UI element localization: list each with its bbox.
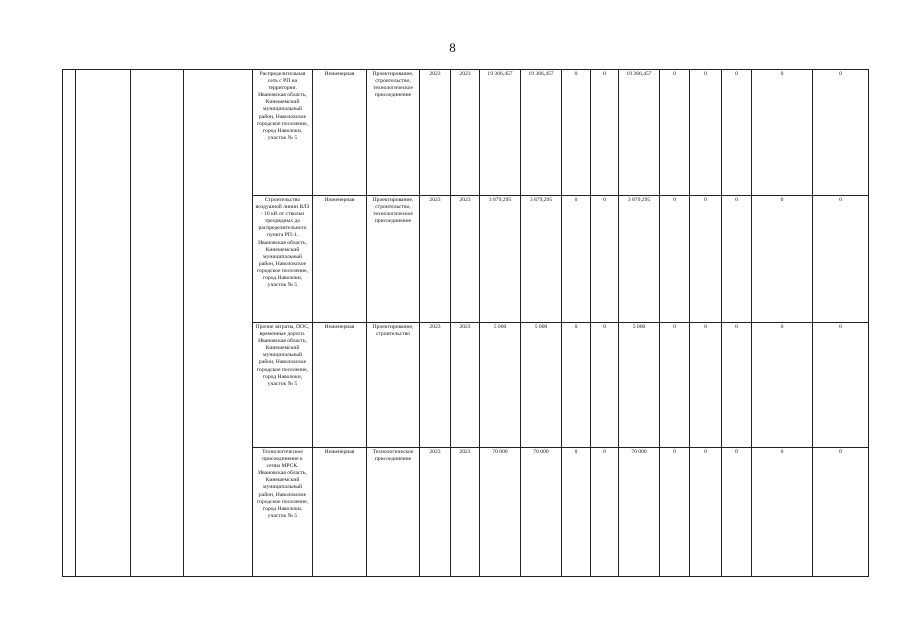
end-year-cell: 2023 <box>451 196 480 323</box>
works-cell: Технологическое присоединение <box>367 448 420 577</box>
page-number: 8 <box>449 40 456 55</box>
merged-cell <box>184 70 253 577</box>
remaining-cost-cell: 5 000 <box>521 323 562 448</box>
object-type-cell: Инженерная <box>313 323 367 448</box>
total-cost-cell: 19 366,457 <box>480 70 521 196</box>
merged-cell <box>63 70 76 577</box>
value-cell: 0 <box>591 70 619 196</box>
object-type-cell: Инженерная <box>313 448 367 577</box>
value-cell: 19 366,457 <box>619 70 660 196</box>
remaining-cost-cell: 19 366,457 <box>521 70 562 196</box>
value-cell: 0 <box>752 323 813 448</box>
value-cell: 0 <box>562 448 591 577</box>
end-year-cell: 2023 <box>451 70 480 196</box>
value-cell: 0 <box>813 323 869 448</box>
value-cell: 0 <box>591 323 619 448</box>
value-cell: 5 000 <box>619 323 660 448</box>
object-type-cell: Инженерная <box>313 70 367 196</box>
investment-table <box>62 69 869 577</box>
start-year-cell: 2023 <box>420 70 451 196</box>
total-cost-cell: 3 879,295 <box>480 196 521 323</box>
remaining-cost-cell: 70 000 <box>521 448 562 577</box>
value-cell: 3 879,295 <box>619 196 660 323</box>
value-cell: 0 <box>813 196 869 323</box>
value-cell: 70 000 <box>619 448 660 577</box>
total-cost-cell: 70 000 <box>480 448 521 577</box>
value-cell: 0 <box>690 448 722 577</box>
object-name-cell: Строительство воздушной линии ВЛЗ - 10 кВ от ствольн трехрядных до распределительного пункта РП-1. Ивановская область, Кинешемский муниципальный район, Наволокское городское поселение, город Наволоки, участок № 5 <box>253 196 313 323</box>
table-row <box>63 70 869 196</box>
value-cell: 0 <box>813 70 869 196</box>
end-year-cell: 2023 <box>451 448 480 577</box>
value-cell: 0 <box>722 448 752 577</box>
merged-cell <box>76 70 131 577</box>
value-cell: 0 <box>660 448 690 577</box>
value-cell: 0 <box>722 196 752 323</box>
value-cell: 0 <box>591 196 619 323</box>
value-cell: 0 <box>562 196 591 323</box>
object-name-cell: Технологическое присоединение к сетям МРСК. Ивановская область, Кинешемский муниципальный район, Наволокское городское поселение, город Наволоки, участок № 5 <box>253 448 313 577</box>
value-cell: 0 <box>813 448 869 577</box>
start-year-cell: 2023 <box>420 196 451 323</box>
value-cell: 0 <box>752 70 813 196</box>
value-cell: 0 <box>690 196 722 323</box>
value-cell: 0 <box>752 448 813 577</box>
object-name-cell: Прочие затраты, ПОС, временные дороги. Ивановская область, Кинешемский муниципальный район, Наволокское городское поселение, город Наволоки, участок № 5 <box>253 323 313 448</box>
merged-cell <box>131 70 184 577</box>
total-cost-cell: 5 000 <box>480 323 521 448</box>
value-cell: 0 <box>562 70 591 196</box>
value-cell: 0 <box>660 196 690 323</box>
value-cell: 0 <box>562 323 591 448</box>
works-cell: Проектирование, строительство <box>367 323 420 448</box>
value-cell: 0 <box>660 323 690 448</box>
object-name-cell: Распределительная сеть с РП на территории. Ивановская область, Кинешемский муниципальный район, Наволокское городское поселение, город Наволоки, участок № 5 <box>253 70 313 196</box>
works-cell: Проектирование, строительство, технологическое присоединение <box>367 196 420 323</box>
value-cell: 0 <box>722 323 752 448</box>
value-cell: 0 <box>752 196 813 323</box>
value-cell: 0 <box>591 448 619 577</box>
start-year-cell: 2023 <box>420 323 451 448</box>
works-cell: Проектирование, строительство, технологическое присоединение <box>367 70 420 196</box>
object-type-cell: Инженерная <box>313 196 367 323</box>
start-year-cell: 2023 <box>420 448 451 577</box>
value-cell: 0 <box>690 323 722 448</box>
remaining-cost-cell: 3 879,295 <box>521 196 562 323</box>
value-cell: 0 <box>690 70 722 196</box>
value-cell: 0 <box>722 70 752 196</box>
value-cell: 0 <box>660 70 690 196</box>
end-year-cell: 2023 <box>451 323 480 448</box>
